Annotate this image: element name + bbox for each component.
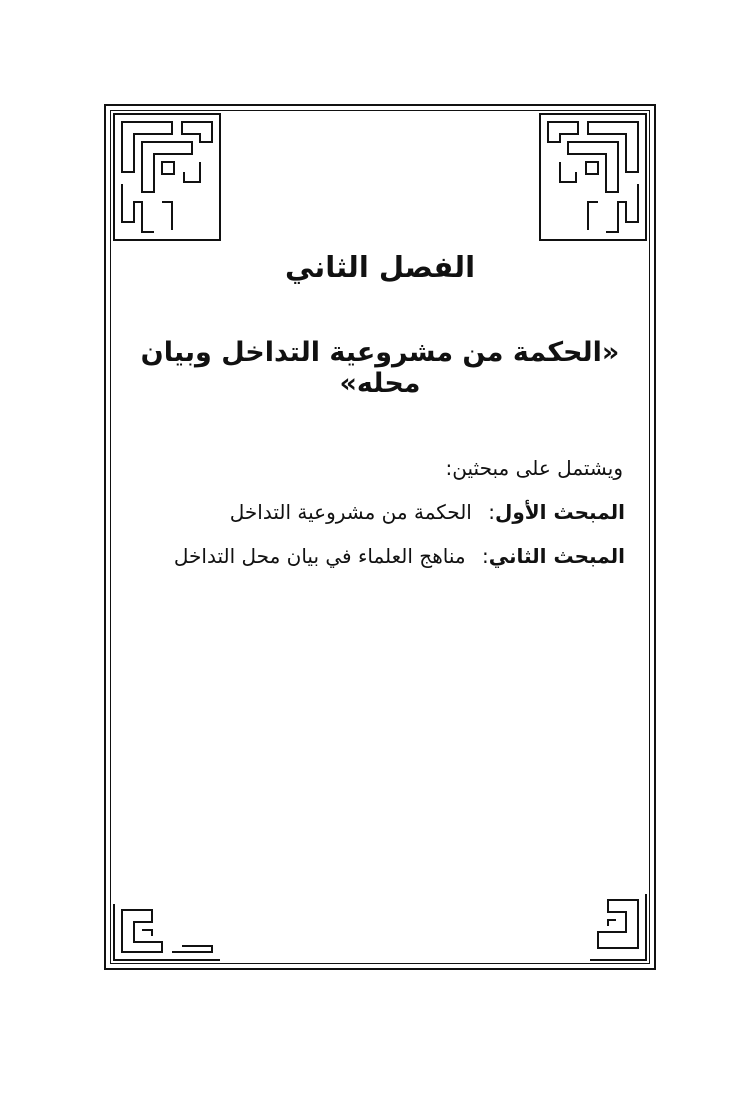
section-title: مناهج العلماء في بيان محل التداخل (173, 544, 466, 568)
chapter-title: الفصل الثاني (284, 250, 476, 284)
section-colon: : (488, 500, 495, 524)
section-label: المبحث الثاني (488, 544, 625, 568)
chapter-contents (105, 446, 625, 578)
corner-ornament-icon (112, 112, 222, 242)
section-label: المبحث الأول (494, 500, 625, 524)
chapter-subtitle: «الحكمة من مشروعية التداخل وبيان محله» (140, 337, 620, 399)
section-title: الحكمة من مشروعية التداخل (229, 500, 472, 524)
corner-ornament-icon (112, 902, 222, 962)
section-entry (105, 490, 625, 534)
corner-ornament-icon (588, 892, 648, 962)
corner-ornament-icon (538, 112, 648, 242)
section-colon: : (481, 544, 489, 568)
contents-intro: ويشتمل على مبحثين: (445, 456, 623, 480)
section-entry (105, 534, 625, 578)
